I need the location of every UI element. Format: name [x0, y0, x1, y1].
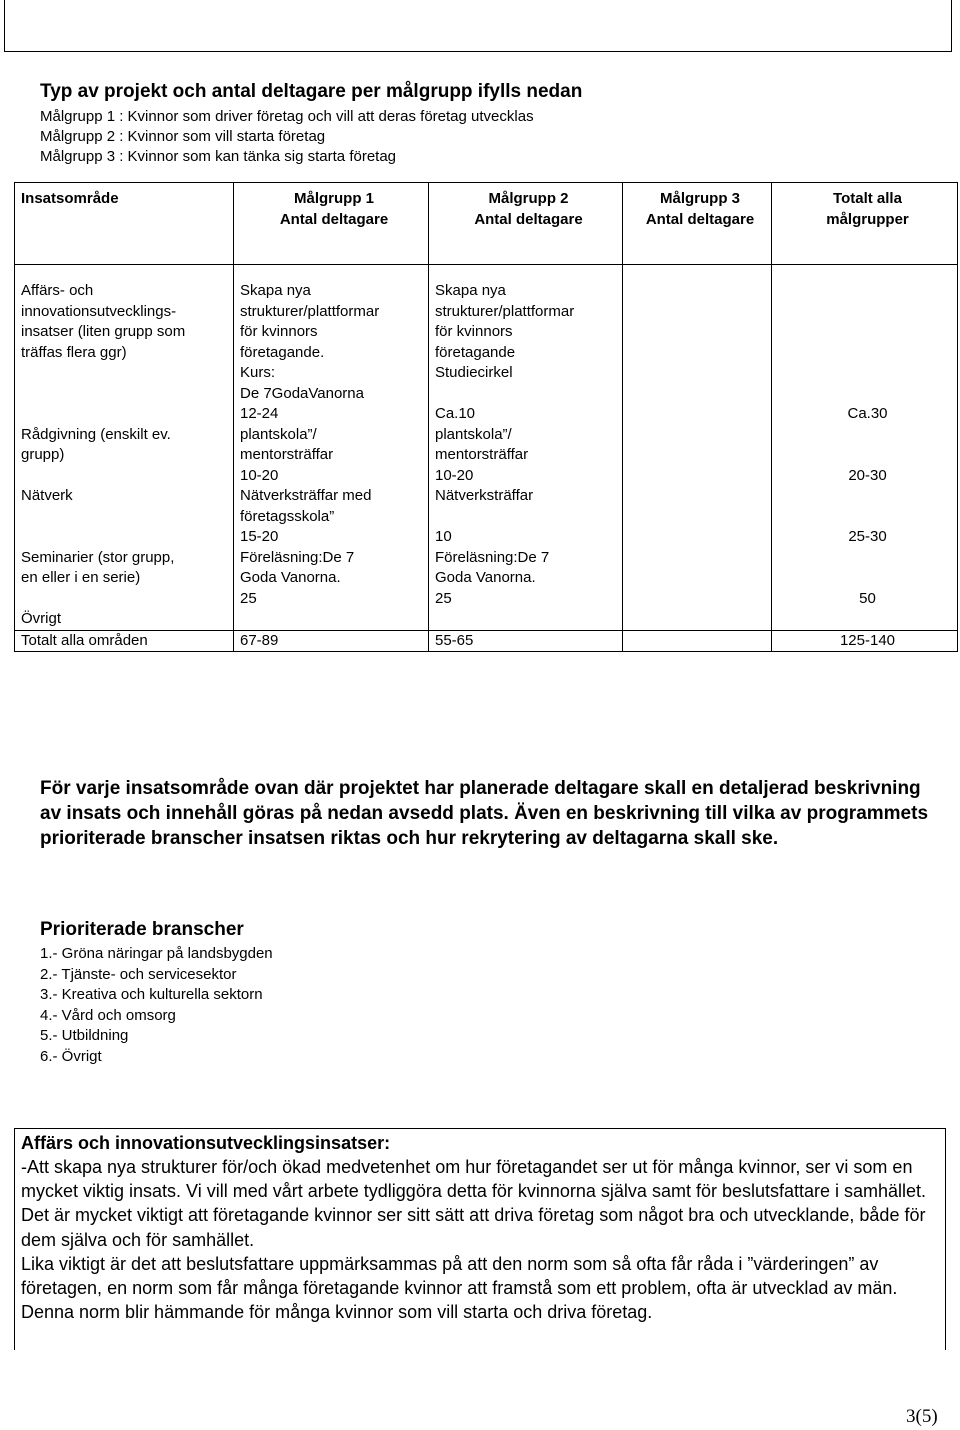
target-group-1: Målgrupp 1 : Kvinnor som driver företag och vill att deras företag utvecklas: [40, 108, 534, 125]
description-paragraph-2: Lika viktigt är det att beslutsfattare uppmärksammas på att den norm som så ofta får råda i ”värderingen” av företagen, en norm som får många företagande kvinnor att framstå som ett problem, ofta är utvecklad av män. Denna norm blir hämmande för många kvinnor som vill starta och driva företag.: [21, 1253, 898, 1323]
cell-malgrupp-2: [429, 425, 623, 487]
cell-line: en eller i en serie): [21, 569, 141, 586]
cell-malgrupp-3: [623, 609, 772, 630]
header-malgrupp-3: Målgrupp 3 Antal deltagare: [623, 183, 772, 265]
cell-line: Ca.30: [847, 405, 888, 422]
cell-line: Övrigt: [21, 610, 62, 627]
cell-malgrupp-1: [234, 265, 429, 425]
cell-malgrupp-2: [429, 265, 623, 425]
list-item: 6.- Övrigt: [40, 1047, 102, 1065]
cell-line: innovationsutvecklings-: [21, 302, 177, 320]
list-item: 5.- Utbildning: [40, 1027, 129, 1044]
instruction-paragraph: För varje insatsområde ovan där projektet har planerade deltagare skall en detaljerad beskrivning av insats och innehåll göras på nedan avsedd plats. Även en beskrivning till vilka av programmets prioriterade branscher insatsen riktas och hur rekrytering av deltagarna skall ske.: [40, 778, 929, 849]
totals-malgrupp-3: [623, 630, 772, 652]
cell-line: Affärs- och: [21, 282, 94, 299]
cell-totalt: [772, 609, 958, 630]
cell-line: insatser (liten grupp som: [21, 323, 186, 340]
cell-line: [778, 343, 957, 364]
cell-line: De 7GodaVanorna: [240, 384, 364, 402]
cell-line: Nätverksträffar: [435, 487, 534, 504]
cell-line: Skapa nya: [435, 282, 506, 299]
cell-line: företagande: [435, 343, 516, 361]
cell-line: strukturer/plattformar: [435, 302, 575, 320]
header-totalt: Totalt alla målgrupper: [772, 183, 958, 265]
totals-row: [15, 630, 958, 652]
cell-malgrupp-3: [623, 265, 772, 425]
cell-line: Goda Vanorna.: [240, 569, 341, 586]
branscher-section: [40, 918, 273, 1067]
top-frame: [4, 0, 952, 52]
cell-line: företagande.: [240, 343, 325, 361]
cell-malgrupp-3: [623, 548, 772, 610]
branscher-title: Prioriterade branscher: [40, 919, 244, 940]
description-box: [14, 1128, 946, 1350]
table-row: [15, 548, 958, 610]
branscher-list: [40, 944, 273, 1067]
cell-line: plantskola”/: [435, 425, 512, 443]
cell-malgrupp-1: [234, 548, 429, 610]
cell-line: [778, 281, 957, 302]
cell-line: [778, 322, 957, 343]
cell-line: Föreläsning:De 7: [240, 548, 355, 566]
cell-malgrupp-3: [623, 425, 772, 487]
cell-line: Seminarier (stor grupp,: [21, 548, 175, 566]
cell-malgrupp-3: [623, 486, 772, 548]
list-item: 4.- Vård och omsorg: [40, 1006, 176, 1024]
header-malgrupp-1: Målgrupp 1 Antal deltagare: [234, 183, 429, 265]
table-row: [15, 486, 958, 548]
cell-line: Nätverksträffar med: [240, 487, 372, 504]
header-insatsomrade: Insatsområde: [15, 183, 234, 265]
description-paragraph-1: -Att skapa nya strukturer för/och ökad medvetenhet om hur företagandet ser ut för många kvinnor, ser vi som en mycket viktig insats. Vi vill med vårt arbete tydliggöra detta för kvinnorna själva samt för beslutsfattare i samhället. Det är mycket viktigt att företagande kvinnor ser sitt sätt att driva företag som något bra och utvecklande, både för dem själva och för samhället.: [21, 1157, 927, 1250]
cell-line: för kvinnors: [435, 323, 513, 340]
intro-title: Typ av projekt och antal deltagare per målgrupp ifylls nedan: [40, 81, 583, 102]
cell-line: Goda Vanorna.: [435, 569, 536, 586]
cell-line: träffas flera ggr): [21, 343, 127, 361]
cell-line: Nätverk: [21, 487, 73, 504]
cell-line: [778, 548, 957, 569]
cell-line: grupp): [21, 446, 65, 463]
cell-line: plantskola”/: [240, 425, 317, 443]
cell-malgrupp-1: [234, 486, 429, 548]
cell-line: Rådgivning (enskilt ev.: [21, 425, 171, 443]
cell-line: [778, 363, 957, 384]
cell-line: mentorsträffar: [435, 446, 529, 463]
list-item: 3.- Kreativa och kulturella sektorn: [40, 986, 263, 1003]
cell-line: 25-30: [848, 528, 887, 545]
cell-line: Föreläsning:De 7: [435, 548, 550, 566]
cell-totalt: [772, 265, 958, 425]
cell-insatsomrade: [15, 265, 234, 425]
table-row: [15, 265, 958, 425]
cell-totalt: [772, 425, 958, 487]
cell-line: företagsskola”: [240, 507, 335, 525]
cell-malgrupp-2: [429, 609, 623, 630]
cell-line: 10-20: [435, 466, 474, 484]
totals-malgrupp-2: 55-65: [429, 630, 623, 652]
cell-line: [435, 384, 622, 405]
cell-line: [778, 486, 957, 507]
page-number: 3(5): [906, 1406, 938, 1427]
cell-line: 12-24: [240, 405, 279, 422]
cell-insatsomrade: [15, 486, 234, 548]
table-header-row: [15, 183, 958, 265]
target-group-2: Målgrupp 2 : Kvinnor som vill starta företag: [40, 128, 326, 145]
cell-line: 50: [859, 589, 876, 607]
cell-line: 20-30: [848, 466, 887, 484]
description-title: Affärs och innovationsutvecklingsinsatser:: [21, 1133, 391, 1153]
totals-malgrupp-1: 67-89: [234, 630, 429, 652]
cell-insatsomrade: [15, 548, 234, 610]
cell-insatsomrade: [15, 425, 234, 487]
cell-line: 25: [435, 589, 452, 607]
cell-malgrupp-1: [234, 425, 429, 487]
list-item: 1.- Gröna näringar på landsbygden: [40, 945, 273, 962]
target-group-3: Målgrupp 3 : Kvinnor som kan tänka sig starta företag: [40, 148, 397, 165]
cell-malgrupp-1: [234, 609, 429, 630]
cell-line: 25: [240, 589, 257, 607]
cell-line: [778, 568, 957, 589]
header-malgrupp-2: Målgrupp 2 Antal deltagare: [429, 183, 623, 265]
cell-totalt: [772, 548, 958, 610]
cell-line: [778, 507, 957, 528]
cell-line: [778, 445, 957, 466]
cell-line: [778, 384, 957, 405]
cell-malgrupp-2: [429, 486, 623, 548]
table-row: [15, 425, 958, 487]
cell-line: strukturer/plattformar: [240, 302, 380, 320]
cell-totalt: [772, 486, 958, 548]
cell-line: 15-20: [240, 528, 279, 545]
cell-line: för kvinnors: [240, 323, 318, 340]
cell-line: mentorsträffar: [240, 446, 334, 463]
cell-line: 10-20: [240, 466, 279, 484]
table-row: [15, 609, 958, 630]
cell-line: Studiecirkel: [435, 364, 513, 381]
intro-section: [40, 80, 582, 167]
cell-line: [778, 425, 957, 446]
cell-insatsomrade: [15, 609, 234, 630]
list-item: 2.- Tjänste- och servicesektor: [40, 965, 237, 983]
totals-all: 125-140: [772, 630, 958, 652]
totals-label: Totalt alla områden: [15, 630, 234, 652]
cell-line: [778, 302, 957, 323]
cell-line: Ca.10: [435, 405, 476, 422]
cell-line: Skapa nya: [240, 282, 311, 299]
cell-line: 10: [435, 528, 452, 545]
cell-line: Kurs:: [240, 364, 276, 381]
cell-malgrupp-2: [429, 548, 623, 610]
cell-line: [435, 507, 622, 528]
participants-table: [14, 182, 958, 652]
